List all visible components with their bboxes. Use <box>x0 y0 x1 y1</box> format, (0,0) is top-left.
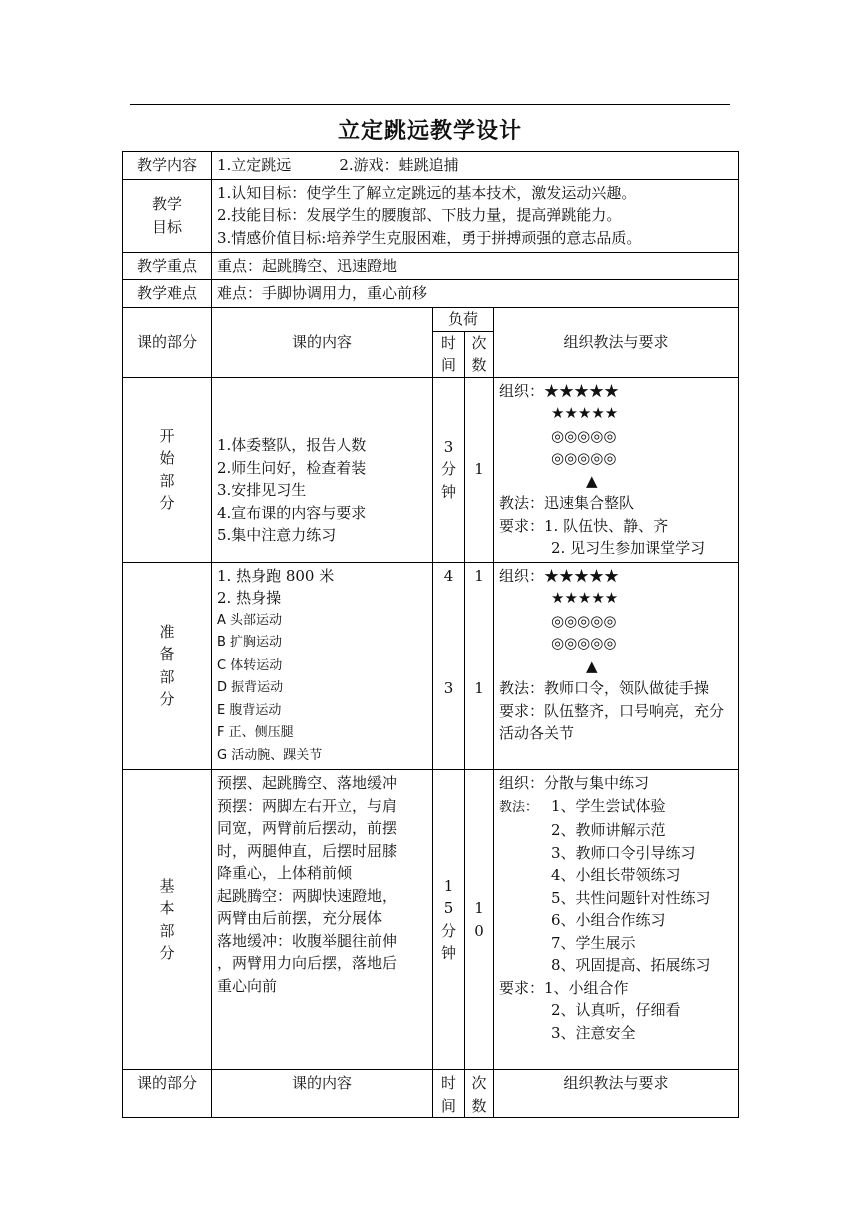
section-basic <box>123 770 739 1070</box>
content-line: 1.体委整队，报告人数 <box>217 436 367 455</box>
part-char: 准 <box>159 622 175 641</box>
part-char: 分 <box>159 944 175 962</box>
footer-count-char: 数 <box>471 1096 487 1115</box>
content-line: ，两臂用力向后摆，落地后 <box>217 954 398 972</box>
footer-count-char: 次 <box>471 1074 487 1092</box>
method-line <box>499 795 733 820</box>
time-start <box>433 377 465 562</box>
time-char: 5 <box>443 899 454 917</box>
req-text: 1. 队伍快、静、齐 <box>544 516 669 535</box>
teacher-marker: ▲ <box>586 656 598 675</box>
time-char: 3 <box>443 437 454 456</box>
exercise-letter: F <box>217 725 225 740</box>
req-item: 1、小组合作 <box>544 978 629 997</box>
part-prep <box>123 562 212 770</box>
time-char: 分 <box>440 460 456 479</box>
method-item: 5、共性问题针对性练习 <box>551 888 711 907</box>
content-line: 5.集中注意力练习 <box>217 526 337 545</box>
exercise-letter: E <box>217 702 226 718</box>
content-line: 降重心，上体稍前倾 <box>217 864 353 882</box>
req-text: 队伍整齐，口号响亮，充分活动各关节 <box>499 701 725 742</box>
key-points-value: 重点：起跳腾空、迅速蹬地 <box>212 252 739 280</box>
footer-header-row <box>123 1070 739 1118</box>
org-label: 组织： <box>499 774 545 792</box>
header-count <box>465 331 494 377</box>
label-teaching-content: 教学内容 <box>123 152 212 180</box>
header-time <box>433 331 465 377</box>
org-line <box>499 772 733 795</box>
difficulty-value: 难点：手脚协调用力，重心前移 <box>212 280 739 308</box>
content-basic <box>212 770 433 1070</box>
part-start <box>123 377 212 562</box>
formation-row-2: ★★★★★ <box>551 589 619 607</box>
exercise-item <box>217 700 427 723</box>
part-char: 备 <box>159 645 175 664</box>
count-char: 0 <box>474 921 484 940</box>
content-line: 3.安排见习生 <box>217 481 307 500</box>
exercise-letter: B <box>217 635 226 650</box>
method-text: 教师口令，领队做徒手操 <box>544 679 710 697</box>
row-key-points <box>123 252 739 280</box>
req-label: 要求： <box>499 978 545 997</box>
exercise-item <box>217 722 427 745</box>
part-char: 分 <box>159 494 175 512</box>
exercise-letter: G <box>217 747 228 763</box>
req-line: 2. 见习生参加课堂学习 <box>551 539 706 557</box>
method-item: 6、小组合作练习 <box>551 911 666 929</box>
content-line: 同宽，两臂前后摆动，前摆 <box>217 819 398 837</box>
header-time-char: 时 <box>440 333 456 352</box>
header-part: 课的部分 <box>123 308 212 378</box>
footer-time <box>433 1070 465 1118</box>
header-content: 课的内容 <box>212 308 433 378</box>
page-title: 立定跳远教学设计 <box>337 119 522 144</box>
row-difficulty <box>123 280 739 308</box>
count-start: 1 <box>465 377 494 562</box>
teaching-content-value <box>212 152 739 180</box>
teacher-marker: ▲ <box>586 471 598 490</box>
content-line: 时，两腿伸直，后摆时屈膝 <box>217 841 398 860</box>
content-item-1: 1.立定跳远 <box>217 156 292 174</box>
content-line: 2.师生问好，检查着装 <box>217 458 367 477</box>
goals-label-line-2: 目标 <box>151 217 182 236</box>
method-item: 7、学生展示 <box>551 933 636 952</box>
exercise-text: 正、侧压腿 <box>224 725 294 740</box>
goal-item: 1.认知目标：使学生了解立定跳远的基本技术，激发运动兴趣。 <box>217 183 637 202</box>
req-label: 要求： <box>499 701 545 720</box>
footer-content: 课的内容 <box>212 1070 433 1118</box>
count-value: 1 <box>474 566 484 585</box>
exercise-item <box>217 632 427 655</box>
method-label: 教法： <box>499 679 545 697</box>
header-method: 组织教法与要求 <box>494 308 739 378</box>
org-label: 组织： <box>499 381 545 400</box>
method-item: 3、教师口令引导练习 <box>551 843 696 862</box>
footer-method: 组织教法与要求 <box>494 1070 739 1118</box>
label-difficulty: 教学难点 <box>123 280 212 308</box>
time-value: 4 <box>443 566 454 585</box>
formation-stars: ★★★★★ <box>544 566 620 585</box>
content-item-2: 2.游戏：蛙跳追捕 <box>339 156 459 174</box>
exercise-letter: A <box>217 612 226 628</box>
formation-row-3: ◎◎◎◎◎ <box>551 611 617 630</box>
exercise-letter: D <box>217 680 228 695</box>
row-teaching-goals <box>123 179 739 252</box>
count-prep <box>465 562 494 770</box>
exercise-text: 活动腕、踝关节 <box>227 747 323 763</box>
row-teaching-content <box>123 152 739 180</box>
content-line: 重心向前 <box>217 976 278 995</box>
formation-stars: ★★★★★ <box>544 381 620 400</box>
req-item: 2、认真听，仔细看 <box>551 1001 681 1019</box>
goal-item: 3.情感价值目标:培养学生克服困难，勇于拼搏顽强的意志品质。 <box>217 228 642 247</box>
exercise-item <box>217 610 427 633</box>
footer-time-char: 时 <box>440 1074 456 1092</box>
content-prep <box>212 562 433 770</box>
goals-label-line-1: 教学 <box>151 195 182 213</box>
label-teaching-goals <box>123 179 212 252</box>
req-line <box>499 515 733 538</box>
content-line: 落地缓冲：收腹举腿往前伸 <box>217 931 398 950</box>
time-char: 钟 <box>440 482 456 501</box>
formation-row-4: ◎◎◎◎◎ <box>551 634 617 652</box>
method-basic <box>494 770 739 1070</box>
exercise-text: 振背运动 <box>227 680 284 695</box>
content-line: 预摆：两脚左右开立，与肩 <box>217 796 398 815</box>
header-load: 负荷 <box>433 308 494 332</box>
header-time-char: 间 <box>440 356 456 374</box>
content-line: 两臂由后前摆，充分展体 <box>217 909 383 927</box>
content-start <box>212 377 433 562</box>
part-char: 分 <box>159 690 175 709</box>
content-line: 起跳腾空：两脚快速蹬地， <box>217 886 398 905</box>
method-item: 1、学生尝试体验 <box>551 796 666 815</box>
exercise-text: 腹背运动 <box>225 702 282 718</box>
header-rule <box>130 104 730 105</box>
req-label: 要求： <box>499 516 545 535</box>
time-value: 3 <box>443 679 454 697</box>
part-char: 开 <box>159 426 175 445</box>
content-line: 2. 热身操 <box>217 589 282 607</box>
req-item: 3、注意安全 <box>551 1023 636 1042</box>
req-line <box>499 977 733 1000</box>
exercise-text: 扩胸运动 <box>225 635 283 650</box>
header-count-char: 次 <box>471 333 487 352</box>
time-char: 钟 <box>440 944 456 962</box>
exercise-item <box>217 745 427 768</box>
lesson-plan-table <box>122 151 739 1118</box>
exercise-item <box>217 655 427 678</box>
part-char: 本 <box>159 899 175 917</box>
method-item: 2、教师讲解示范 <box>551 821 666 839</box>
section-prep <box>123 562 739 770</box>
part-char: 始 <box>159 449 175 467</box>
exercise-text: 头部运动 <box>225 612 283 628</box>
content-line: 4.宣布课的内容与要求 <box>217 503 367 522</box>
goal-item: 2.技能目标：发展学生的腰腹部、下肢力量，提高弹跳能力。 <box>217 206 622 225</box>
teaching-goals-value <box>212 179 739 252</box>
footer-time-char: 间 <box>440 1096 456 1115</box>
formation-row-1 <box>499 565 733 588</box>
exercise-letter: C <box>217 657 227 673</box>
label-key-points: 教学重点 <box>123 252 212 280</box>
method-label: 教法： <box>499 494 545 512</box>
method-item: 4、小组长带领练习 <box>551 866 681 884</box>
part-char: 基 <box>159 876 175 895</box>
content-line: 预摆、起跳腾空、落地缓冲 <box>217 774 398 792</box>
part-char: 部 <box>159 921 175 940</box>
count-value: 1 <box>474 679 484 697</box>
count-basic <box>465 770 494 1070</box>
time-basic <box>433 770 465 1070</box>
method-prep <box>494 562 739 770</box>
time-char: 1 <box>443 876 454 895</box>
method-line <box>499 492 733 515</box>
footer-count <box>465 1070 494 1118</box>
part-basic <box>123 770 212 1070</box>
footer-part: 课的部分 <box>123 1070 212 1118</box>
formation-row-3: ◎◎◎◎◎ <box>551 426 617 445</box>
method-line <box>499 677 733 700</box>
method-start <box>494 377 739 562</box>
org-text: 分散与集中练习 <box>544 774 650 792</box>
content-line: 1. 热身跑 800 米 <box>217 566 335 585</box>
method-item: 8、巩固提高、拓展练习 <box>551 956 711 974</box>
part-char: 部 <box>159 471 175 490</box>
time-prep <box>433 562 465 770</box>
table-header-row <box>123 308 739 332</box>
exercise-item <box>217 677 427 700</box>
exercise-text: 体转运动 <box>226 657 283 673</box>
section-start <box>123 377 739 562</box>
method-label: 教法： <box>499 799 539 815</box>
req-line <box>499 700 733 745</box>
time-char: 分 <box>440 921 456 940</box>
count-char: 1 <box>474 899 484 917</box>
part-char: 部 <box>159 667 175 686</box>
header-count-char: 数 <box>471 356 487 374</box>
formation-row-4: ◎◎◎◎◎ <box>551 449 617 467</box>
formation-row-1 <box>499 380 733 403</box>
method-text: 迅速集合整队 <box>544 494 635 512</box>
org-label: 组织： <box>499 566 545 585</box>
formation-row-2: ★★★★★ <box>551 404 619 422</box>
